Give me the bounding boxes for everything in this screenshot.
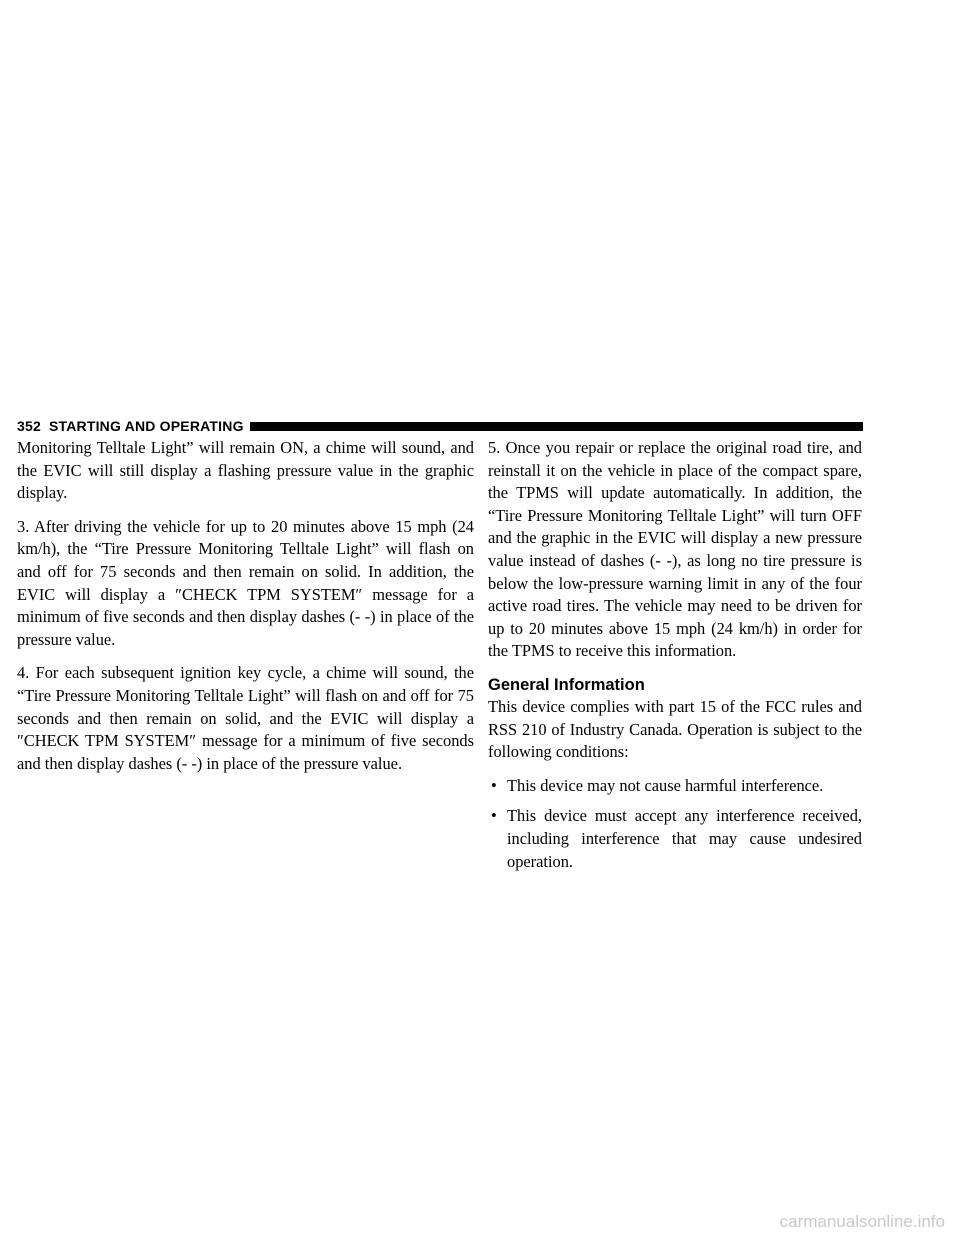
page-header — [17, 417, 863, 435]
list-item — [488, 805, 862, 873]
watermark: carmanualsonline.info — [779, 1212, 945, 1231]
bullet-icon: • — [491, 775, 497, 795]
left-column — [17, 437, 474, 786]
conditions-list — [488, 775, 862, 873]
page-number: 352 — [17, 418, 41, 434]
fcc-intro-paragraph: This device complies with part 15 of the FCC rules and RSS 210 of Industry Canada. Operation is subject to the following conditions: — [488, 696, 862, 762]
header-rule — [250, 422, 863, 431]
list-item-text: This device may not cause harmful interference. — [507, 775, 824, 795]
general-information-heading: General Information — [488, 675, 645, 694]
list-item — [488, 775, 862, 798]
bullet-icon: • — [491, 806, 497, 826]
paragraph-step-5: 5. Once you repair or replace the original road tire, and reinstall it on the vehicle in place of the compact spare, the TPMS will update automatically. In addition, the “Tire Pressure Monitoring Telltale Light” will turn OFF and the graphic in the EVIC will display a new pressure value instead of dashes (- -), as long no tire pressure is below the low-pressure warning limit in any of the four active road tires. The vehicle may need to be driven for up to 20 minutes above 15 mph (24 km/h) in order for the TPMS to receive this information. — [488, 438, 862, 661]
section-title: STARTING AND OPERATING — [48, 418, 244, 434]
list-item-text: This device must accept any interference received, including interference that may cause undesired operation. — [507, 806, 862, 871]
paragraph-step-3: 3. After driving the vehicle for up to 20 minutes above 15 mph (24 km/h), the “Tire Pressure Monitoring Telltale Light” will flash on and off for 75 seconds and then remain on solid. In addition, the EVIC will display a ″CHECK TPM SYSTEM″ message for a minimum of five seconds and then display dashes (- -) in place of the pressure value. — [17, 516, 474, 649]
right-column — [488, 437, 862, 881]
paragraph-step-4: 4. For each subsequent ignition key cycle, a chime will sound, the “Tire Pressure Monitoring Telltale Light” will flash on and off for 75 seconds and then remain on solid, and the EVIC will display a ″CHECK TPM SYSTEM″ message for a minimum of five seconds and then display dashes (- -) in place of the pressure value. — [17, 663, 474, 773]
paragraph-continued: Monitoring Telltale Light” will remain ON, a chime will sound, and the EVIC will still display a flashing pressure value in the graphic display. — [17, 438, 474, 503]
